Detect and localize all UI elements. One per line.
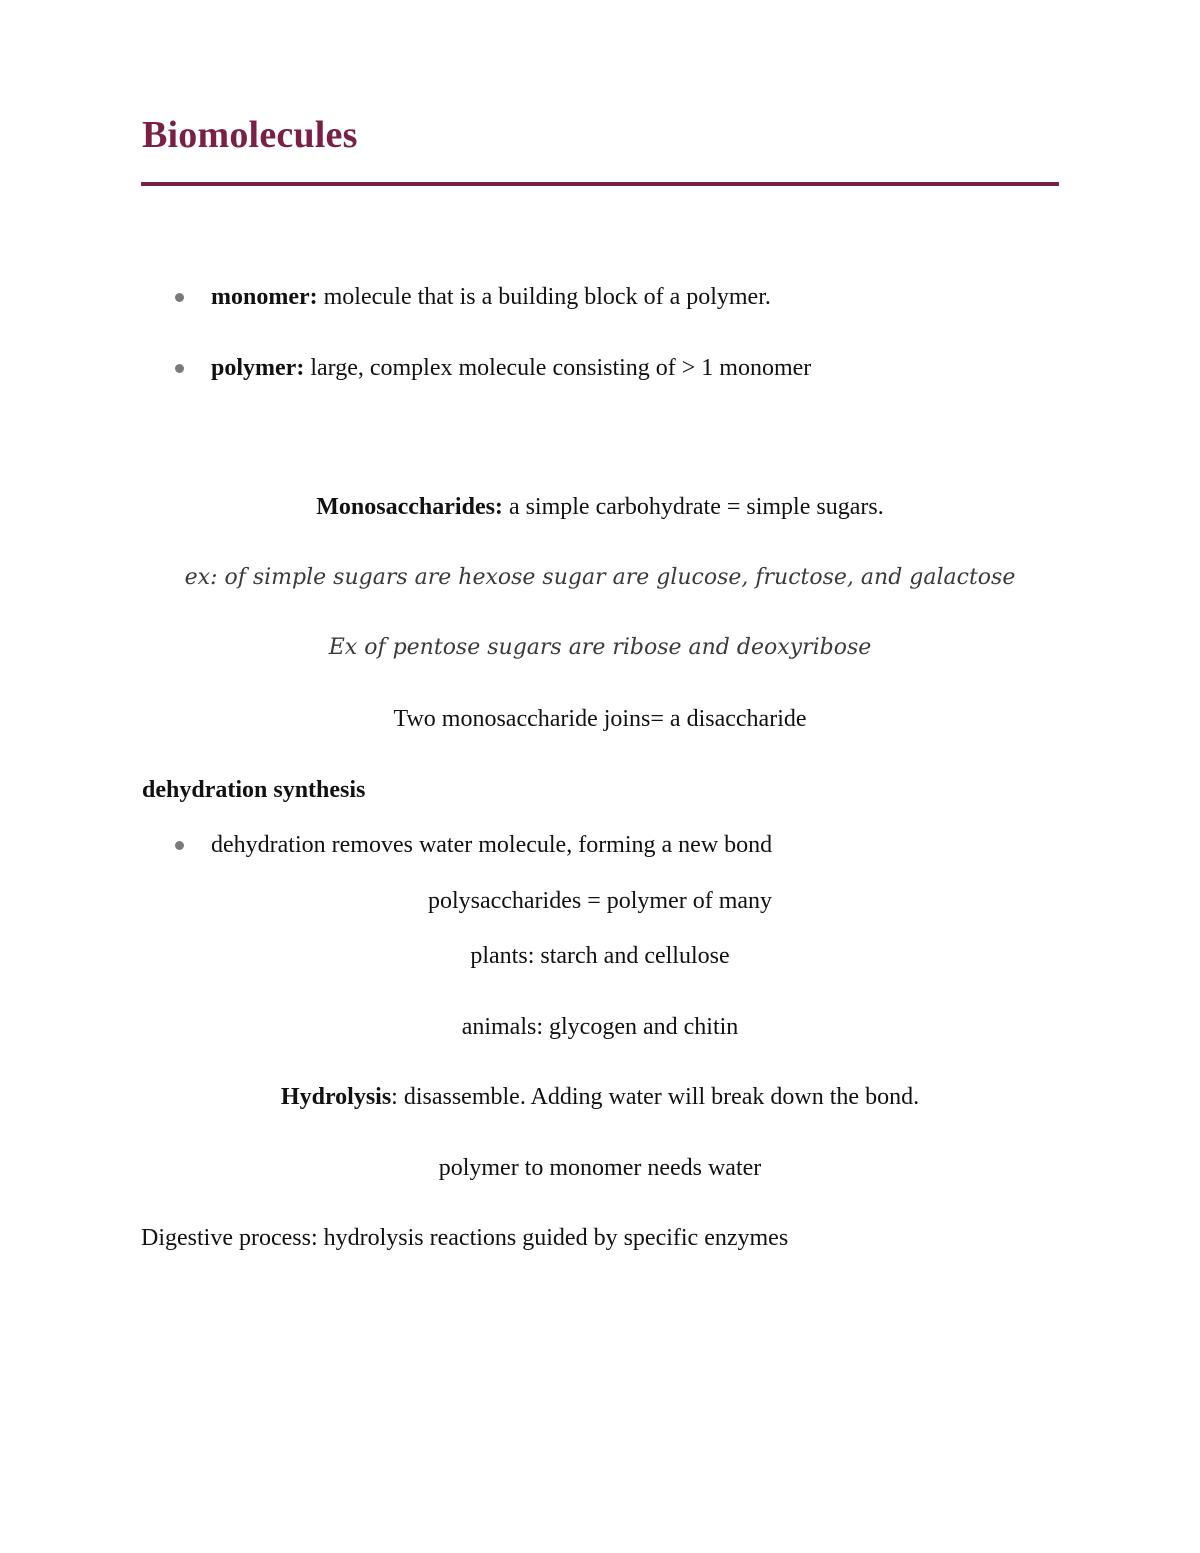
definition-term: monomer: [211, 284, 318, 310]
monosaccharides-body: a simple carbohydrate = simple sugars. [502, 494, 884, 520]
definition-body: large, complex molecule consisting of > 1 monomer [304, 355, 812, 381]
bullet-icon [175, 364, 184, 373]
page-title: Biomolecules [142, 114, 358, 156]
definition-term: polymer: [211, 355, 305, 381]
animals-line: animals: glycogen and chitin [461, 1014, 739, 1040]
definition-text [211, 285, 771, 309]
title-underline-rule [141, 182, 1059, 186]
digestive-process-line: Digestive process: hydrolysis reactions guided by specific enzymes [141, 1225, 789, 1251]
definition-body: molecule that is a building block of a polymer. [317, 284, 771, 310]
monosaccharides-term: Monosaccharides: [316, 494, 503, 520]
definition-text [211, 356, 811, 380]
monosaccharides-line [0, 495, 1200, 519]
bullet-icon [175, 841, 184, 850]
hydrolysis-body: : disassemble. Adding water will break down the bond. [391, 1084, 920, 1110]
disaccharide-line: Two monosaccharide joins= a disaccharide [393, 706, 807, 732]
dehydration-heading: dehydration synthesis [142, 777, 366, 803]
plants-line: plants: starch and cellulose [470, 943, 730, 969]
hydrolysis-term: Hydrolysis [280, 1084, 392, 1110]
dehydration-bullet-text: dehydration removes water molecule, forming a new bond [211, 832, 773, 858]
hydrolysis-line [0, 1085, 1200, 1109]
polymer-to-monomer-line: polymer to monomer needs water [438, 1155, 762, 1181]
polysaccharides-line: polysaccharides = polymer of many [427, 888, 773, 914]
hexose-example-line: ex: of simple sugars are hexose sugar are glucose, fructose, and galactose [184, 565, 1016, 590]
bullet-icon [175, 293, 184, 302]
pentose-example-line: Ex of pentose sugars are ribose and deoxyribose [328, 635, 872, 660]
